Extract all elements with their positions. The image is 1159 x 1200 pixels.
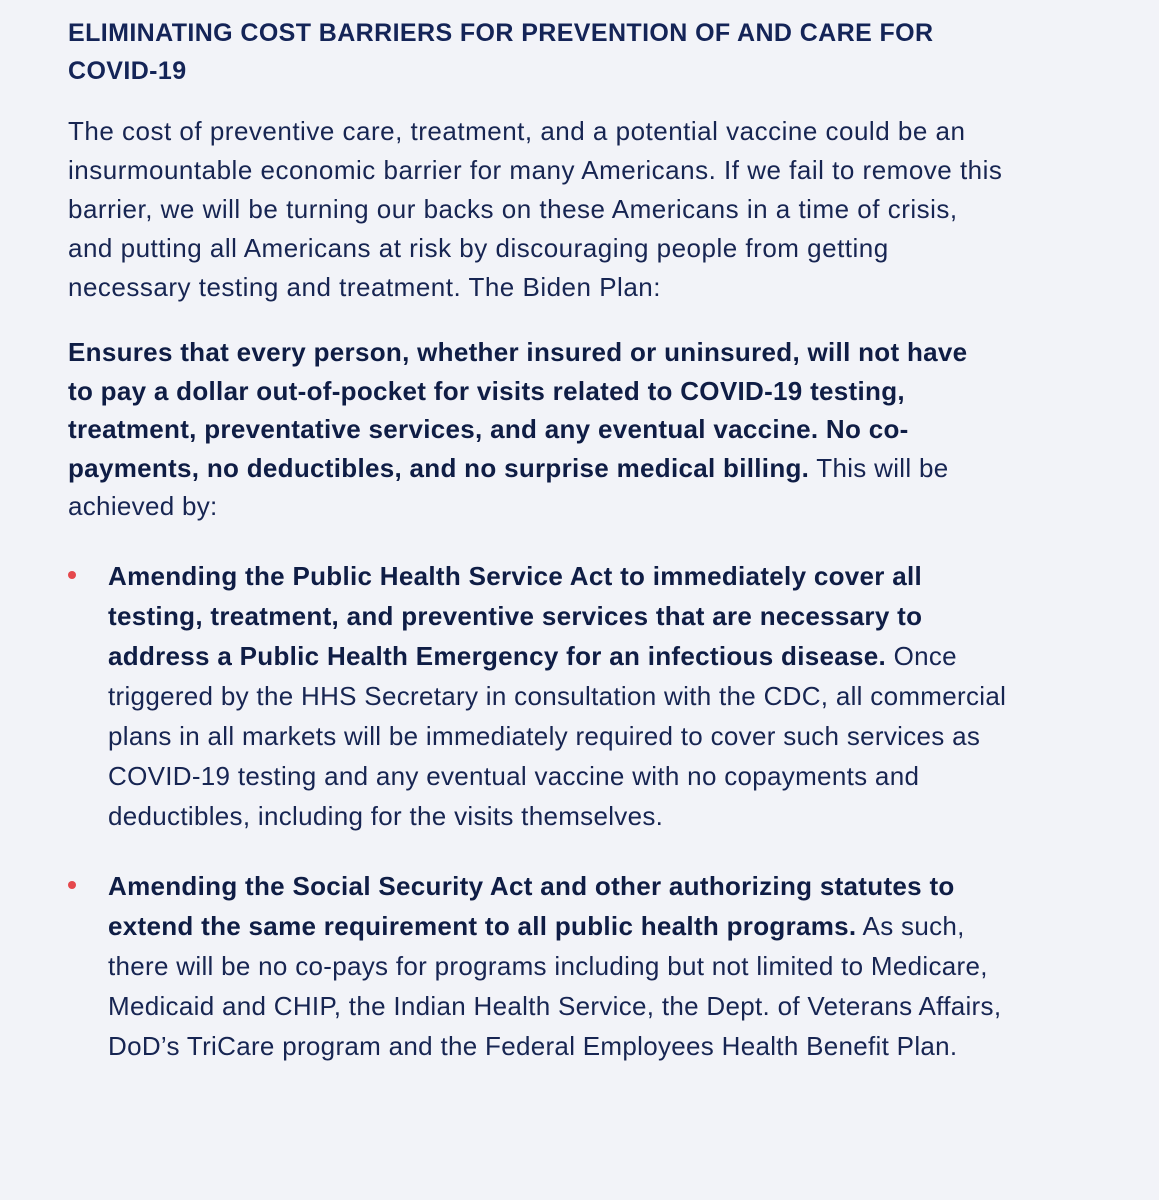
page-title: ELIMINATING COST BARRIERS FOR PREVENTION OF AND CARE FOR COVID-19: [68, 19, 934, 85]
bullet-list: [68, 556, 1099, 1066]
bullet-icon: [68, 881, 76, 889]
list-item: [68, 556, 1008, 836]
plan-summary: [68, 333, 998, 526]
bullet-regular-text: Once triggered by the HHS Secretary in consultation with the CDC, all commercial plans in all markets will be immediately required to cover such services as COVID-19 testing and any eventual vaccine with no copayments and deductibles, including for the visits themselves.: [108, 640, 1007, 831]
bullet-icon: [68, 571, 76, 579]
bullet-bold-text: Amending the Social Security Act and other authorizing statutes to extend the same requirement to all public health programs.: [108, 870, 955, 941]
bullet-regular-text: As such, there will be no co-pays for programs including but not limited to Medicare, Medicaid and CHIP, the Indian Health Service, the Dept. of Veterans Affairs, DoD’s TriCare program and the Federal Employees Health Benefit Plan.: [108, 910, 1002, 1061]
plan-summary-regular: This will be achieved by:: [68, 452, 949, 521]
bullet-bold-text: Amending the Public Health Service Act to immediately cover all testing, treatment, and preventive services that are necessary to address a Public Health Emergency for an infectious disease.: [108, 560, 923, 671]
plan-summary-bold: Ensures that every person, whether insured or uninsured, will not have to pay a dollar out-of-pocket for visits related to COVID-19 testing, treatment, preventative services, and any eventual vaccine. No co-payments, no deductibles, and no surprise medical billing.: [68, 337, 968, 483]
intro-paragraph: The cost of preventive care, treatment, and a potential vaccine could be an insurmountable economic barrier for many Americans. If we fail to remove this barrier, we will be turning our backs on these Americans in a time of crisis, and putting all Americans at risk by discouraging people from getting necessary testing and treatment. The Biden Plan:: [68, 116, 1003, 302]
list-item: [68, 866, 1008, 1066]
